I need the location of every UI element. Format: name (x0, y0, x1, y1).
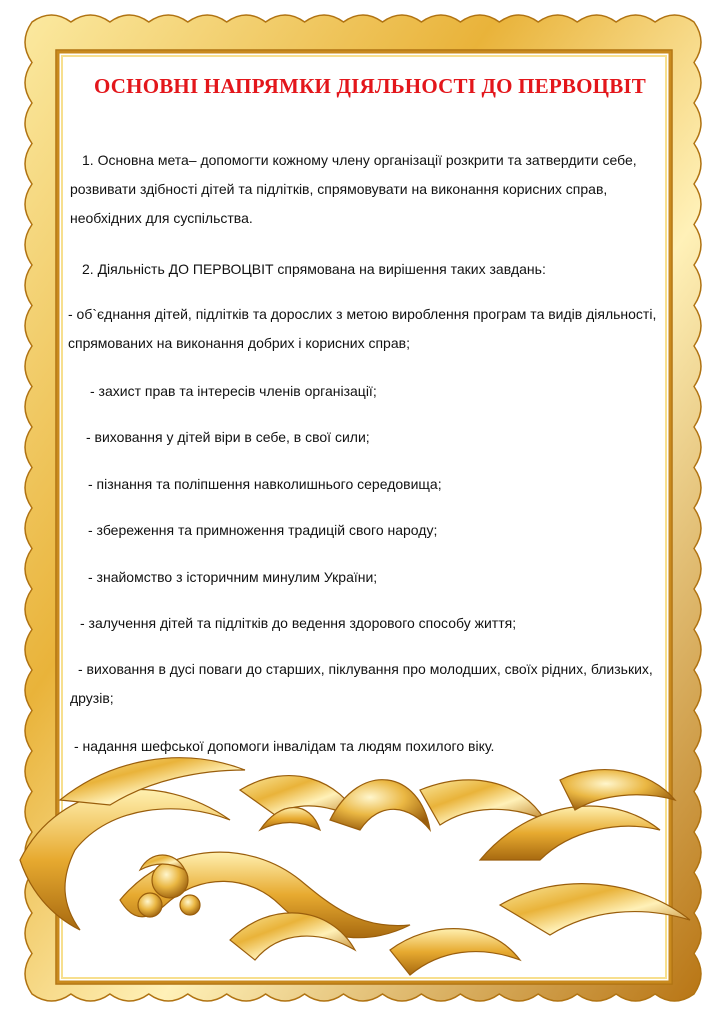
list-item-task-4: - пізнання та поліпшення навколишнього середовища; (88, 476, 442, 492)
list-item-task-3: - виховання у дітей віри в себе, в свої сили; (86, 429, 370, 445)
page-title: ОСНОВНІ НАПРЯМКИ ДІЯЛЬНОСТІ ДО ПЕРВОЦВІТ (94, 74, 646, 98)
gold-leaf-ornament (20, 758, 690, 975)
list-item-task-5: - збереження та примноження традицій свого народу; (88, 522, 438, 538)
list-item-task-6: - знайомство з історичним минулим України; (88, 569, 378, 585)
paragraph-tasks-intro: 2. Діяльність ДО ПЕРВОЦВІТ спрямована на вирішення таких завдань: (82, 261, 546, 277)
list-item-task-2: - захист прав та інтересів членів організації; (90, 383, 377, 399)
list-item-task-7: - залучення дітей та підлітків до ведення здорового способу життя; (80, 615, 517, 631)
paragraph-main-goal: 1. Основна мета– допомогти кожному члену організації розкрити та затвердити себе, розвивати здібності дітей та підлітків, спрямовувати на виконання корисних справ, необхідних для суспільства. (70, 152, 637, 226)
list-item-task-9: - надання шефської допомоги інвалідам та людям похилого віку. (74, 738, 495, 754)
list-item-task-1: - об`єднання дітей, підлітків та дорослих з метою вироблення програм та видів діяльності, спрямованих на виконання добрих і корисних справ; (68, 306, 657, 351)
list-item-task-8: - виховання в дусі поваги до старших, піклування про молодших, своїх рідних, близьких, друзів; (70, 661, 653, 706)
